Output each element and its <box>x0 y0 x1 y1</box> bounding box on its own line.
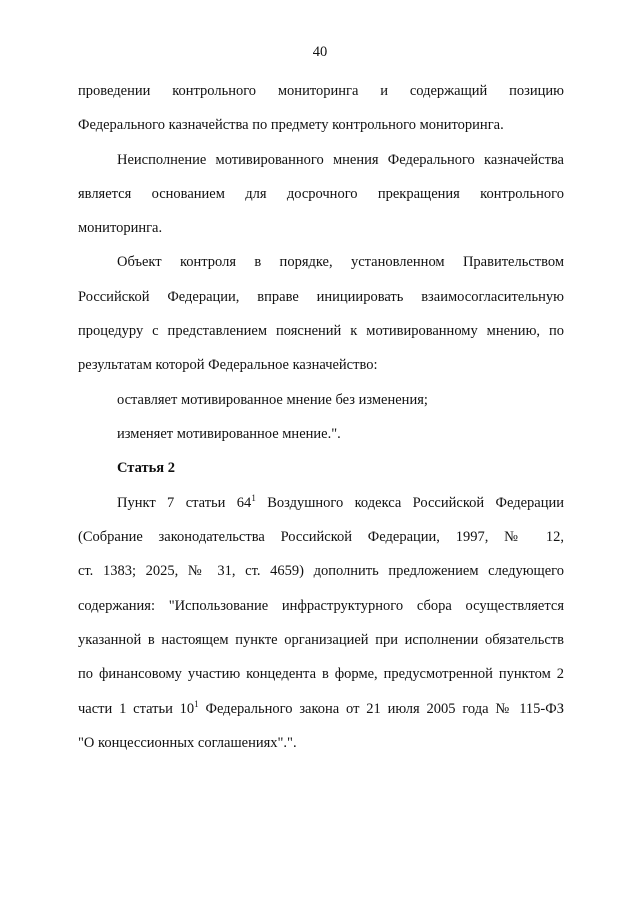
paragraph-line: является основанием для досрочного прекращения контрольного <box>78 186 564 202</box>
paragraph-line: по финансовому участию концедента в форме, предусмотренной пунктом 2 <box>78 666 564 682</box>
paragraph-line: Пункт 7 статьи $64^1$ Воздушного кодекса Российской Федерации <box>117 493 565 511</box>
article-heading: Статья 2 <box>117 460 175 476</box>
paragraph-line: указанной в настоящем пункте организацией при исполнении обязательств <box>78 632 564 648</box>
list-item: изменяет мотивированное мнение.". <box>117 426 341 442</box>
paragraph-line: процедуру с представлением пояснений к мотивированному мнению, по <box>78 323 564 339</box>
superscript: 1 <box>194 699 199 709</box>
paragraph-line: результатам которой Федеральное казначейство: <box>78 357 378 373</box>
superscript: 1 <box>251 493 256 503</box>
paragraph-line: Российской Федерации, вправе инициировать взаимосогласительную <box>78 289 564 305</box>
paragraph-line: Федерального казначейства по предмету контрольного мониторинга. <box>78 117 504 133</box>
paragraph-line: "О концессионных соглашениях".". <box>78 735 297 751</box>
paragraph-line: ст. 1383; 2025, № 31, ст. 4659) дополнить предложением следующего <box>78 563 564 579</box>
paragraph-line: мониторинга. <box>78 220 163 236</box>
paragraph-line: (Собрание законодательства Российской Федерации, 1997, № 12, <box>78 529 564 545</box>
paragraph-line: содержания: "Использование инфраструктурного сбора осуществляется <box>78 598 564 614</box>
paragraph-line: Неисполнение мотивированного мнения Федерального казначейства <box>117 152 564 168</box>
paragraph-line: проведении контрольного мониторинга и содержащий позицию <box>78 83 564 99</box>
list-item: оставляет мотивированное мнение без изменения; <box>117 392 428 408</box>
paragraph-line: части 1 статьи $10^1$ Федерального закона от 21 июля 2005 года № 115-ФЗ <box>78 699 564 717</box>
paragraph-line: Объект контроля в порядке, установленном Правительством <box>117 254 564 270</box>
page-number: 40 <box>312 44 328 60</box>
